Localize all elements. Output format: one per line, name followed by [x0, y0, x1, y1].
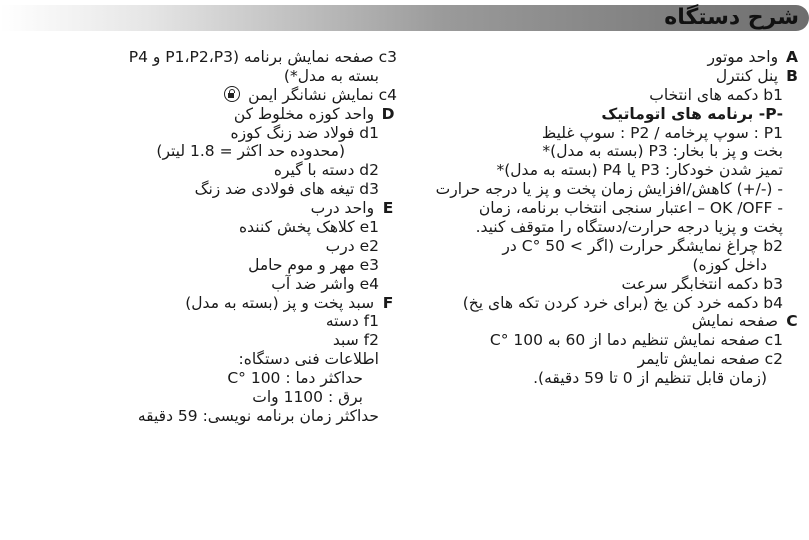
item-text: مهر و موم حامل	[248, 255, 355, 274]
item-sub: c4	[378, 85, 397, 104]
item-text: دکمه خرد کن یخ (برای خرد کردن تکه های یخ)	[462, 293, 759, 312]
list-item	[411, 199, 801, 218]
item-sub: d3	[359, 180, 379, 199]
item-sub: c1	[764, 331, 783, 350]
list-item	[5, 369, 397, 388]
list-item	[5, 86, 397, 105]
item-text: پخت و پزیا درجه حرارت/دستگاه را متوقف کنید.	[475, 218, 783, 237]
list-item	[411, 331, 801, 350]
item-text: بخت و پز با بخار: P3 (بسته به مدل)*	[542, 142, 783, 161]
list-item	[411, 48, 801, 67]
item-text: P1 : سوپ پرخامه / P2 : سوپ غلیظ	[541, 123, 783, 142]
item-text: دکمه های انتخاب	[649, 85, 759, 104]
list-item	[411, 142, 801, 161]
item-sub: e3	[359, 255, 379, 274]
list-item	[5, 237, 397, 256]
item-text: - (-/+) کاهش/افزایش زمان پخت و پز یا درجه حرارت	[435, 180, 783, 199]
list-item	[411, 67, 801, 86]
item-text: تیغه های فولادی ضد زنگ	[194, 180, 355, 199]
list-item	[411, 294, 801, 313]
item-text: فولاد ضد زنگ کوزه	[230, 123, 355, 142]
page-title: شرح دستگاه	[664, 5, 799, 30]
list-item	[411, 275, 801, 294]
list-item	[411, 86, 801, 105]
item-sub: e2	[359, 236, 379, 255]
item-sub: c2	[764, 350, 783, 369]
item-text: دکمه انتخابگر سرعت	[621, 274, 759, 293]
right-column	[411, 48, 801, 388]
item-text: واحد درب	[310, 199, 375, 218]
list-item	[5, 105, 397, 124]
section-key: D	[381, 104, 395, 123]
list-item	[411, 161, 801, 180]
list-item	[411, 180, 801, 199]
list-item	[5, 180, 397, 199]
list-item	[411, 350, 801, 369]
list-item	[411, 237, 801, 256]
item-text: برق : 1100 وات	[252, 388, 363, 407]
item-text: واحد موتور	[707, 48, 779, 66]
list-item	[411, 312, 801, 331]
list-item	[5, 350, 397, 369]
item-text: دسته با گیره	[273, 161, 355, 180]
item-text: نمایش نشانگر ایمن	[248, 85, 374, 104]
item-text: صفحه نمایش	[691, 312, 779, 331]
item-text: واحد کوزه مخلوط کن	[233, 104, 375, 123]
item-sub: b2	[763, 236, 783, 255]
item-text: چراغ نمایشگر حرارت (اگر > 50 °C در	[502, 236, 759, 255]
item-sub: b3	[763, 274, 783, 293]
item-sub: c3	[378, 48, 397, 66]
item-sub: b1	[763, 85, 783, 104]
section-key: F	[382, 293, 394, 312]
list-item	[411, 218, 801, 237]
item-text: صفحه نمایش برنامه (P1،P2،P3 و P4	[128, 48, 374, 66]
list-item	[411, 369, 801, 388]
list-item	[5, 256, 397, 275]
item-text: اطلاعات فنی دستگاه:	[238, 350, 379, 369]
list-item	[5, 388, 397, 407]
list-item	[5, 294, 397, 313]
list-item	[411, 105, 801, 124]
item-text: حداکثر زمان برنامه نویسی: 59 دقیقه	[137, 406, 379, 425]
item-text: -P- برنامه های اتوماتیک	[601, 104, 783, 123]
item-sub: f2	[363, 331, 379, 350]
item-text: تمیز شدن خودکار: P3 یا P4 (بسته به مدل)*	[496, 161, 783, 180]
item-text: درب	[325, 236, 355, 255]
item-sub: d1	[359, 123, 379, 142]
list-item	[5, 124, 397, 143]
list-item	[5, 67, 397, 86]
list-item	[5, 48, 397, 67]
list-item	[5, 331, 397, 350]
item-text: (محدوده حد اکثر = 1.8 لیتر)	[156, 142, 345, 161]
item-sub: b4	[763, 293, 783, 312]
section-key: E	[382, 199, 394, 218]
lock-icon	[224, 86, 240, 102]
item-sub: d2	[359, 161, 379, 180]
list-item	[5, 218, 397, 237]
item-text: - OK /OFF – اعتبار سنجی انتخاب برنامه، زمان	[478, 199, 783, 218]
item-text: داخل کوزه)	[692, 255, 767, 274]
left-column	[5, 48, 397, 426]
item-text: سبد پخت و پز (بسته به مدل)	[185, 293, 375, 312]
item-text: صفحه نمایش تنظیم دما از 60 به 100 °C	[489, 331, 760, 350]
list-item	[5, 312, 397, 331]
item-text: بسته به مدل*)	[283, 66, 379, 85]
item-text: کلاهک پخش کننده	[239, 218, 355, 237]
item-text: پنل کنترل	[715, 66, 779, 85]
item-sub: e1	[359, 218, 379, 237]
item-text: دسته	[325, 312, 359, 331]
item-sub: e4	[359, 274, 379, 293]
item-text: (زمان قابل تنظیم از 0 تا 59 دقیقه).	[533, 369, 767, 388]
list-item	[5, 407, 397, 426]
section-key: A	[786, 48, 798, 66]
section-key: B	[786, 66, 798, 85]
list-item	[411, 256, 801, 275]
section-key: C	[786, 312, 798, 331]
item-text: حداکثر دما : 100 °C	[227, 369, 363, 388]
list-item	[5, 161, 397, 180]
list-item	[5, 142, 397, 161]
list-item	[5, 275, 397, 294]
item-text: واشر ضد آب	[271, 274, 355, 293]
item-sub: f1	[363, 312, 379, 331]
item-text: سبد	[332, 331, 359, 350]
list-item	[411, 124, 801, 143]
list-item	[5, 199, 397, 218]
item-text: صفحه نمایش تایمر	[637, 350, 760, 369]
